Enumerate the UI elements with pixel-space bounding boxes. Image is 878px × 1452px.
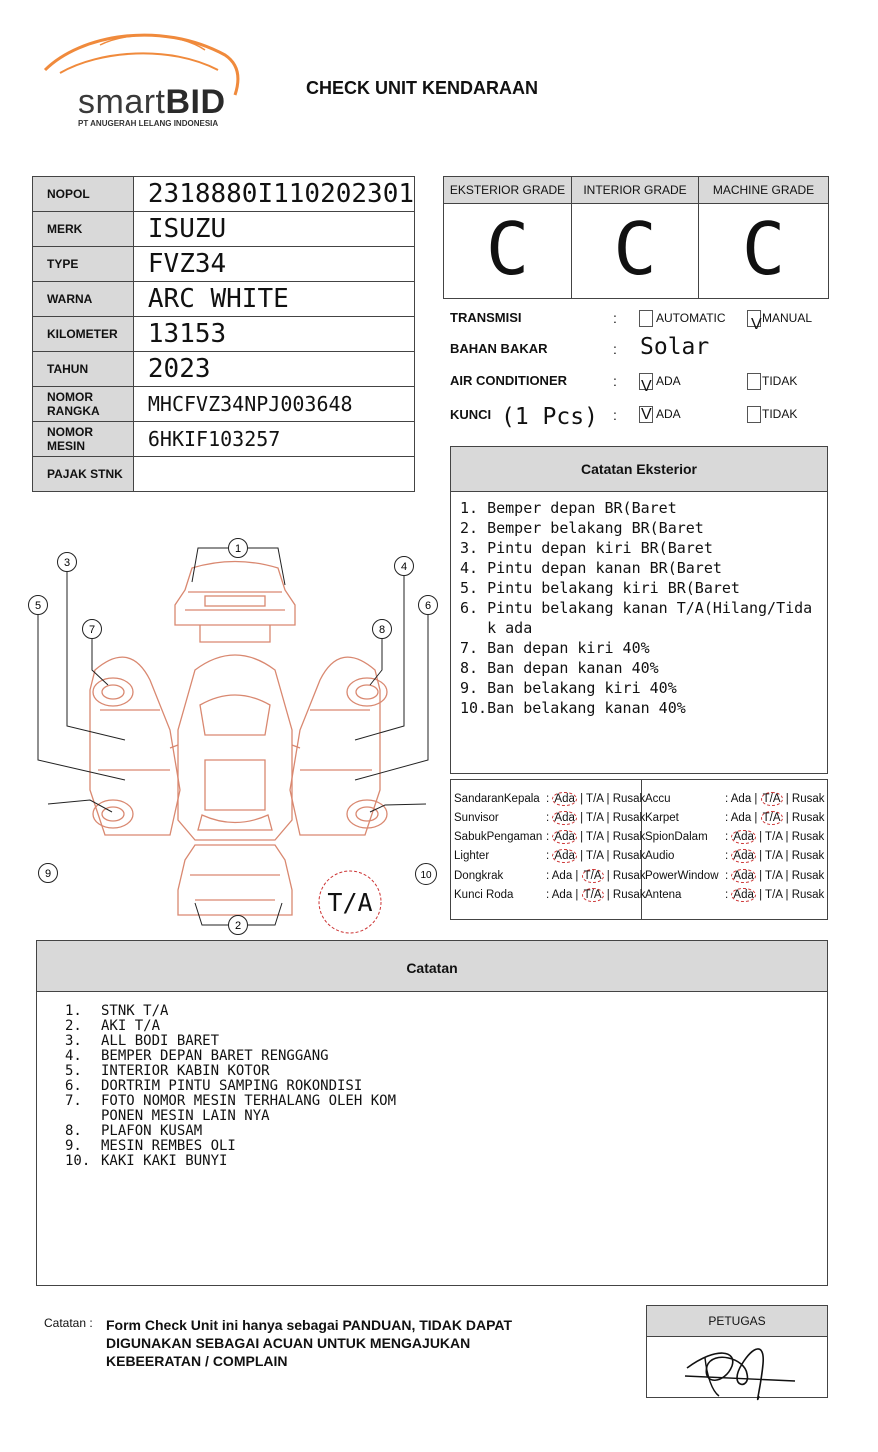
- accessory-option[interactable]: Rusak: [612, 831, 646, 843]
- colon: :: [546, 812, 550, 824]
- car-top-view: [170, 655, 300, 840]
- transmisi-label: TRANSMISI: [450, 310, 522, 325]
- car-right-side-view: [290, 657, 387, 835]
- separator: |: [755, 850, 766, 862]
- vehicle-info-table: [32, 176, 415, 492]
- accessory-row: [645, 888, 824, 902]
- kunci-tidak-checkbox[interactable]: [747, 406, 761, 423]
- warna-value: ARC WHITE: [133, 282, 414, 317]
- accessory-row: [645, 811, 825, 825]
- bahan-bakar-value: Solar: [640, 334, 710, 360]
- logo-subtitle: PT ANUGERAH LELANG INDONESIA: [78, 119, 219, 128]
- accessory-option[interactable]: Rusak: [791, 831, 825, 843]
- accessory-option[interactable]: T/A: [762, 793, 781, 805]
- kunci-ada-check-mark: V: [641, 406, 652, 423]
- bahan-bakar-label: BAHAN BAKAR: [450, 341, 548, 356]
- exterior-grade-value: C: [485, 207, 530, 291]
- kunci-label: KUNCI: [450, 407, 492, 422]
- kunci-ada-label: ADA: [656, 407, 681, 421]
- list-item: 8. PLAFON KUSAM: [65, 1123, 203, 1139]
- separator: |: [572, 889, 582, 901]
- colon: :: [613, 310, 617, 326]
- accessory-name: Sunvisor: [454, 812, 499, 824]
- nomor-rangka-value: MHCFVZ34NPJ003648: [133, 387, 414, 422]
- separator: |: [576, 812, 587, 824]
- colon: :: [725, 793, 729, 805]
- accessory-name: SandaranKepala: [454, 793, 540, 805]
- nopol-value: 2318880I110202301: [133, 177, 414, 212]
- separator: |: [751, 793, 761, 805]
- accessory-row: [454, 869, 646, 883]
- automatic-label: AUTOMATIC: [656, 311, 726, 325]
- footer-disclaimer: Form Check Unit ini hanya sebagai PANDUAN, TIDAK DAPAT DIGUNAKAN SEBAGAI ACUAN UNTUK MENGAJUKAN KEBEERATAN / COMPLAIN: [106, 1317, 513, 1369]
- separator: |: [572, 870, 582, 882]
- separator: |: [782, 812, 792, 824]
- accessory-option[interactable]: Rusak: [791, 889, 825, 901]
- notes-title: Catatan: [37, 941, 827, 992]
- list-item: 6. Pintu belakang kanan T/A(Hilang/Tida: [460, 599, 813, 617]
- colon: :: [725, 831, 729, 843]
- callout-5: 5: [34, 600, 42, 612]
- accessory-option[interactable]: Ada: [730, 793, 752, 805]
- list-item: 5. INTERIOR KABIN KOTOR: [65, 1063, 270, 1079]
- separator: |: [755, 870, 766, 882]
- separator: |: [782, 870, 792, 882]
- table-row: [33, 177, 415, 212]
- separator: |: [755, 831, 766, 843]
- accessory-name: Karpet: [645, 812, 679, 824]
- table-row: [33, 282, 415, 317]
- separator: |: [603, 889, 613, 901]
- accessory-option[interactable]: T/A: [765, 870, 783, 882]
- kilometer-label: KILOMETER: [33, 317, 134, 352]
- accessory-option[interactable]: Ada: [554, 850, 575, 862]
- separator: |: [782, 793, 792, 805]
- list-item: PONEN MESIN LAIN NYA: [101, 1108, 270, 1124]
- separator: |: [576, 793, 587, 805]
- warna-label: WARNA: [33, 282, 134, 317]
- list-item: 6. DORTRIM PINTU SAMPING ROKONDISI: [65, 1078, 363, 1094]
- callout-lines: [38, 548, 428, 925]
- accessory-option[interactable]: Ada: [733, 850, 754, 862]
- table-row: [33, 457, 415, 492]
- colon: :: [546, 831, 550, 843]
- petugas-label: PETUGAS: [647, 1306, 827, 1337]
- automatic-checkbox[interactable]: [639, 310, 653, 327]
- type-value: FVZ34: [133, 247, 414, 282]
- car-left-side-view: [90, 657, 180, 835]
- type-label: TYPE: [33, 247, 134, 282]
- colon: :: [613, 407, 617, 423]
- separator: |: [603, 793, 613, 805]
- accessory-option[interactable]: Ada: [554, 831, 575, 843]
- exterior-notes-panel: [450, 446, 828, 774]
- callout-7: 7: [88, 624, 96, 636]
- list-item: 10. KAKI KAKI BUNYI: [65, 1153, 228, 1169]
- accessory-option[interactable]: Ada: [551, 889, 573, 901]
- accessories-right: [642, 780, 827, 919]
- ac-ada-check-mark: V: [641, 378, 652, 395]
- accessory-option[interactable]: T/A: [765, 889, 783, 901]
- grade-panel: [443, 176, 829, 299]
- exterior-grade-label: EKSTERIOR GRADE: [444, 177, 571, 204]
- separator: |: [603, 850, 613, 862]
- list-item: 7. FOTO NOMOR MESIN TERHALANG OLEH KOM: [65, 1093, 397, 1109]
- accessories-panel: [450, 779, 828, 920]
- accessory-name: Audio: [645, 850, 675, 862]
- callout-10: 10: [420, 870, 432, 881]
- separator: |: [751, 812, 761, 824]
- colon: :: [613, 341, 617, 357]
- accessory-option[interactable]: T/A: [586, 850, 604, 862]
- callout-8: 8: [378, 624, 386, 636]
- accessory-option[interactable]: Rusak: [612, 812, 646, 824]
- smartbid-logo: [40, 25, 250, 135]
- manual-label: MANUAL: [762, 311, 813, 325]
- notes-panel: [36, 940, 828, 1286]
- separator: |: [603, 812, 613, 824]
- accessory-row: [645, 830, 824, 844]
- accessory-name: SabukPengaman: [454, 831, 543, 843]
- interior-grade-value: C: [613, 207, 657, 291]
- accessory-row: [645, 869, 824, 883]
- ac-tidak-checkbox[interactable]: [747, 373, 761, 390]
- accessory-option[interactable]: T/A: [586, 831, 604, 843]
- separator: |: [782, 889, 792, 901]
- nomor-rangka-label: NOMOR RANGKA: [33, 387, 134, 422]
- kunci-tidak-label: TIDAK: [762, 407, 798, 421]
- callout-3: 3: [63, 557, 71, 569]
- separator: |: [755, 889, 766, 901]
- footer-label: Catatan :: [44, 1316, 93, 1330]
- accessory-option[interactable]: T/A: [765, 831, 783, 843]
- machine-grade-label: MACHINE GRADE: [699, 177, 828, 204]
- nopol-label: NOPOL: [33, 177, 134, 212]
- separator: |: [782, 850, 792, 862]
- petugas-box: [646, 1305, 828, 1398]
- accessory-row: [454, 830, 645, 844]
- list-item: 3. ALL BODI BARET: [65, 1033, 220, 1049]
- colon: :: [546, 870, 550, 882]
- accessory-row: [454, 811, 645, 825]
- page-title: CHECK UNIT KENDARAAN: [306, 78, 538, 98]
- air-conditioner-label: AIR CONDITIONER: [450, 373, 567, 388]
- merk-label: MERK: [33, 212, 134, 247]
- accessory-option[interactable]: Ada: [730, 812, 752, 824]
- list-item: 10.Ban belakang kanan 40%: [460, 699, 686, 717]
- table-row: [33, 352, 415, 387]
- nomor-mesin-label: NOMOR MESIN: [33, 422, 134, 457]
- exterior-notes-title: Catatan Eksterior: [451, 447, 827, 492]
- accessory-option[interactable]: Rusak: [612, 889, 646, 901]
- list-item: 5. Pintu belakang kiri BR(Baret: [460, 579, 740, 597]
- kunci-value: (1 Pcs): [501, 404, 598, 430]
- table-row: [33, 387, 415, 422]
- accessory-option[interactable]: Rusak: [791, 870, 825, 882]
- accessory-option[interactable]: Ada: [554, 793, 575, 805]
- nomor-mesin-value: 6HKIF103257: [133, 422, 414, 457]
- logo-wordmark: smartBID: [78, 83, 226, 121]
- callout-4: 4: [400, 561, 408, 573]
- separator: |: [603, 831, 613, 843]
- accessory-option[interactable]: Rusak: [612, 850, 646, 862]
- accessory-row: [454, 849, 645, 863]
- colon: :: [725, 850, 729, 862]
- accessory-option[interactable]: Ada: [551, 870, 573, 882]
- accessory-option[interactable]: Rusak: [791, 793, 825, 805]
- callout-6: 6: [424, 600, 432, 612]
- table-row: [33, 212, 415, 247]
- separator: |: [576, 850, 587, 862]
- manual-check-mark: V: [751, 316, 762, 333]
- accessory-row: [454, 792, 645, 806]
- callout-9: 9: [44, 868, 52, 880]
- accessory-name: Accu: [645, 793, 671, 805]
- accessory-option[interactable]: Ada: [733, 889, 754, 901]
- machine-grade-value: C: [741, 207, 786, 291]
- accessory-name: Kunci Roda: [454, 889, 514, 901]
- accessory-name: PowerWindow: [645, 870, 719, 882]
- list-item: 1. STNK T/A: [65, 1003, 169, 1019]
- accessory-option[interactable]: Rusak: [791, 812, 825, 824]
- accessory-option[interactable]: Ada: [733, 831, 754, 843]
- list-item: 7. Ban depan kiri 40%: [460, 639, 650, 657]
- separator: |: [603, 870, 613, 882]
- accessory-option[interactable]: T/A: [765, 850, 783, 862]
- list-item: 9. Ban belakang kiri 40%: [460, 679, 677, 697]
- accessory-option[interactable]: T/A: [583, 889, 602, 901]
- colon: :: [725, 812, 729, 824]
- accessory-name: Lighter: [454, 850, 490, 862]
- table-row: [33, 317, 415, 352]
- list-item: 2. AKI T/A: [65, 1018, 161, 1034]
- accessory-option[interactable]: T/A: [586, 812, 604, 824]
- accessory-row: [645, 792, 825, 806]
- accessory-option[interactable]: T/A: [583, 870, 602, 882]
- separator: |: [576, 831, 587, 843]
- machine-grade: [699, 177, 828, 298]
- kilometer-value: 13153: [133, 317, 414, 352]
- colon: :: [546, 889, 550, 901]
- accessory-name: Dongkrak: [454, 870, 504, 882]
- exterior-grade: [444, 177, 572, 298]
- colon: :: [613, 373, 617, 389]
- signature-icon: [647, 1336, 827, 1396]
- colon: :: [546, 793, 550, 805]
- ac-tidak-label: TIDAK: [762, 374, 798, 388]
- merk-value: ISUZU: [133, 212, 414, 247]
- accessories-left: [451, 780, 646, 919]
- colon: :: [725, 870, 729, 882]
- callout-2: 2: [234, 920, 242, 932]
- callout-1: 1: [234, 543, 242, 555]
- exterior-notes-list: [451, 492, 827, 718]
- pajak-stnk-label: PAJAK STNK: [33, 457, 134, 492]
- pajak-stnk-value: [133, 457, 414, 492]
- interior-grade: [572, 177, 699, 298]
- table-row: [33, 422, 415, 457]
- accessory-option[interactable]: Ada: [733, 870, 754, 882]
- accessory-option[interactable]: Rusak: [791, 850, 825, 862]
- tahun-value: 2023: [133, 352, 414, 387]
- list-item: 3. Pintu depan kiri BR(Baret: [460, 539, 713, 557]
- list-item: 1. Bemper depan BR(Baret: [460, 499, 677, 517]
- accessory-option[interactable]: Ada: [554, 812, 575, 824]
- car-damage-diagram: [20, 530, 445, 940]
- tahun-label: TAHUN: [33, 352, 134, 387]
- separator: |: [782, 831, 792, 843]
- list-item: 4. Pintu depan kanan BR(Baret: [460, 559, 722, 577]
- accessory-option[interactable]: Rusak: [612, 870, 646, 882]
- notes-list: [37, 992, 827, 1169]
- accessory-option[interactable]: Rusak: [612, 793, 646, 805]
- list-item: 9. MESIN REMBES OLI: [65, 1138, 236, 1154]
- accessory-name: Antena: [645, 889, 682, 901]
- table-row: [33, 247, 415, 282]
- ta-stamp-text: T/A: [327, 888, 373, 917]
- ac-ada-label: ADA: [656, 374, 681, 388]
- accessory-option[interactable]: T/A: [762, 812, 781, 824]
- colon: :: [725, 889, 729, 901]
- list-item: k ada: [460, 619, 533, 637]
- interior-grade-label: INTERIOR GRADE: [572, 177, 698, 204]
- list-item: 2. Bemper belakang BR(Baret: [460, 519, 704, 537]
- accessory-option[interactable]: T/A: [586, 793, 604, 805]
- list-item: 4. BEMPER DEPAN BARET RENGGANG: [65, 1048, 329, 1064]
- colon: :: [546, 850, 550, 862]
- accessory-row: [645, 849, 824, 863]
- list-item: 8. Ban depan kanan 40%: [460, 659, 659, 677]
- accessory-name: SpionDalam: [645, 831, 708, 843]
- accessory-row: [454, 888, 646, 902]
